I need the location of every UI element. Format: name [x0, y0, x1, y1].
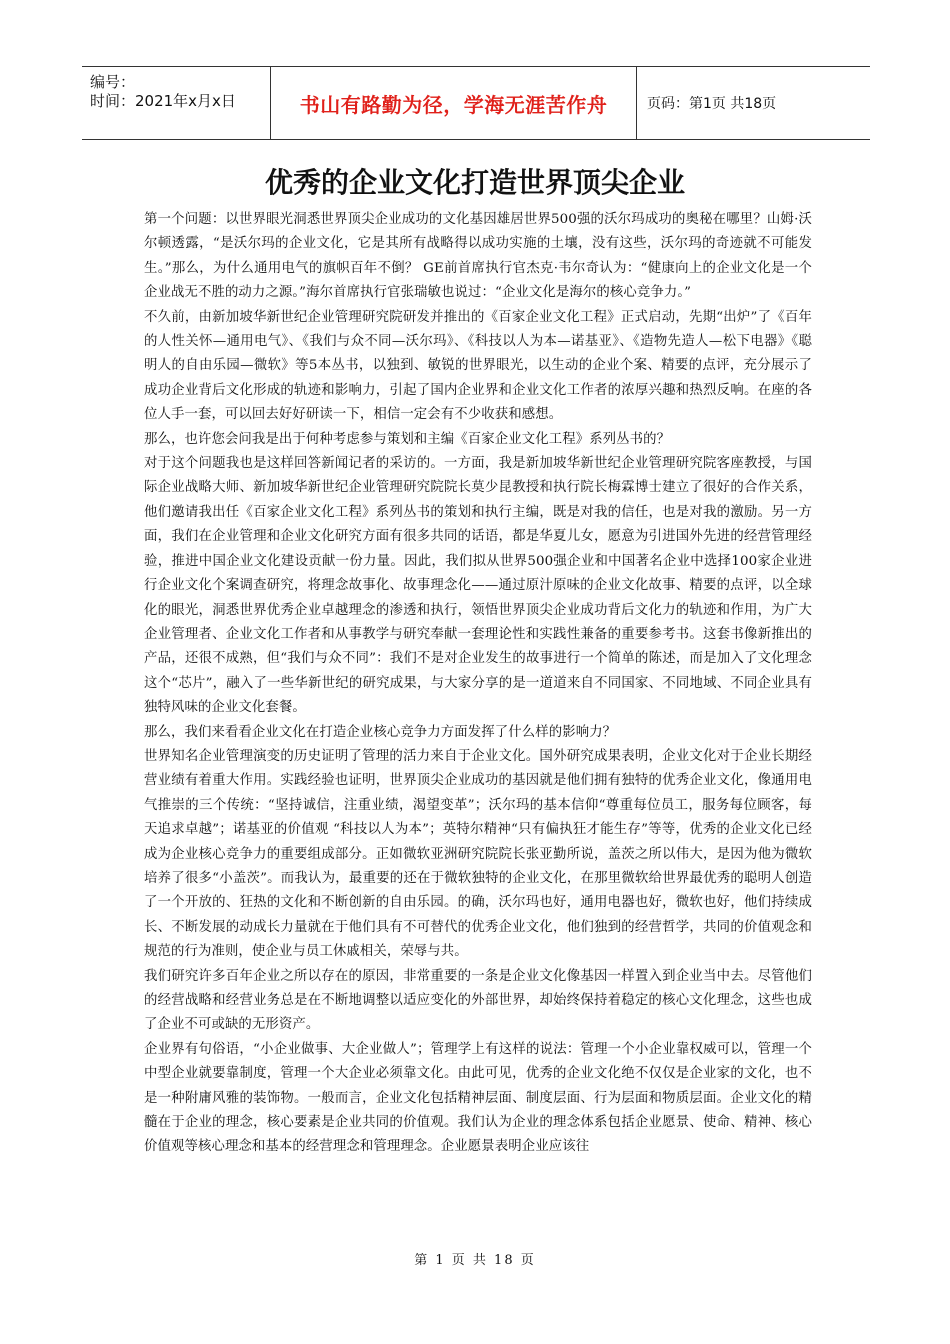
paragraph: 那么，也许您会问我是出于何种考虑参与策划和主编《百家企业文化工程》系列丛书的？: [144, 431, 671, 447]
paragraph: 不久前，由新加坡华新世纪企业管理研究院研发并推出的《百家企业文化工程》正式启动，先期“出炉”了《百年的人性关怀—通用电气》、《我们与众不同—沃尔玛》、《科技以人为本—诺基亚》、《造物先造人—松下电器》《聪明人的自由乐园—微软》等5本丛书，以独到、敏锐的世界眼光，以生动的企业个案、精要的点评，充分展示了成功企业背后文化形成的轨迹和影响力，引起了国内企业界和企业文化工作者的浓厚兴趣和热烈反响。在座的各位人手一套，可以回去好好研读一下，相信一定会有不少收获和感想。: [144, 309, 812, 423]
paragraph: 第一个问题：以世界眼光洞悉世界顶尖企业成功的文化基因雄居世界500强的沃尔玛成功的奥秘在哪里？山姆·沃尔顿透露，“是沃尔玛的企业文化，它是其所有战略得以成功实施的土壤，没有这些，沃尔玛的奇迹就不可能发生。”那么，为什么通用电气的旗帜百年不倒？ GE前首席执行官杰克·韦尔奇认为：“健康向上的企业文化是一个企业战无不胜的动力之源。”海尔首席执行官张瑞敏也说过：“企业文化是海尔的核心竞争力。”: [144, 212, 812, 301]
header-motto: 书山有路勤为径，学海无涯苦作舟: [271, 67, 637, 139]
paragraph: 世界知名企业管理演变的历史证明了管理的活力来自于企业文化。国外研究成果表明，企业文化对于企业长期经营业绩有着重大作用。实践经验也证明，世界顶尖企业成功的基因就是他们拥有独特的优秀企业文化，像通用电气推崇的三个传统：“坚持诚信，注重业绩，渴望变革”；沃尔玛的基本信仰“尊重每位员工，服务每位顾客，每天追求卓越”；诺基亚的价值观 “科技以人为本”；英特尔精神“只有偏执狂才能生存”等等，优秀的企业文化已经成为企业核心竞争力的重要组成部分。正如微软亚洲研究院院长张亚勤所说，盖茨之所以伟大，是因为他为微软培养了很多“小盖茨”。而我认为，最重要的还在于微软独特的企业文化，在那里微软给世界最优秀的聪明人创造了一个开放的、狂热的文化和不断创新的自由乐园。的确，沃尔玛也好，通用电器也好，微软也好，他们持续成长、不断发展的动成长力量就在于他们具有不可替代的优秀企业文化，他们独到的经营哲学，共同的价值观念和规范的行为准则，使企业与员工休戚相关，荣辱与共。: [144, 748, 812, 960]
paragraph: 我们研究许多百年企业之所以存在的原因，非常重要的一条是企业文化像基因一样置入到企业当中去。尽管他们的经营战略和经营业务总是在不断地调整以适应变化的外部世界，却始终保持着稳定的核心文化理念，这些也成了企业不可或缺的无形资产。: [144, 968, 812, 1033]
page-header: [82, 66, 870, 140]
document-body: [144, 208, 812, 1160]
header-meta: [82, 67, 271, 139]
document-date: 时间：2021年x月x日: [90, 92, 236, 110]
header-page-info: 页码：第1页 共18页: [647, 96, 777, 112]
paragraph: 企业界有句俗语，“小企业做事、大企业做人”；管理学上有这样的说法：管理一个小企业靠权威可以，管理一个中型企业就要靠制度，管理一个大企业必须靠文化。由此可见，优秀的企业文化绝不仅仅是企业家的文化，也不是一种附庸风雅的装饰物。一般而言，企业文化包括精神层面、制度层面、行为层面和物质层面。企业文化的精髓在于企业的理念，核心要素是企业共同的价值观。我们认为企业的理念体系包括企业愿景、使命、精神、核心价值观等核心理念和基本的经营理念和管理理念。企业愿景表明企业应该往: [144, 1041, 812, 1155]
paragraph: 那么，我们来看看企业文化在打造企业核心竞争力方面发挥了什么样的影响力？: [144, 724, 617, 740]
document-title: 优秀的企业文化打造世界顶尖企业: [264, 166, 685, 199]
document-number-label: 编号：: [90, 73, 136, 91]
page-footer: 第 1 页 共 18 页: [414, 1253, 536, 1268]
paragraph: 对于这个问题我也是这样回答新闻记者的采访的。一方面，我是新加坡华新世纪企业管理研究院客座教授，与国际企业战略大师、新加坡华新世纪企业管理研究院院长莫少昆教授和执行院长梅霖博士建立了很好的合作关系，他们邀请我出任《百家企业文化工程》系列丛书的策划和执行主编，既是对我的信任，也是对我的激励。另一方面，我们在企业管理和企业文化研究方面有很多共同的话语，都是华夏儿女，愿意为引进国外先进的经营管理经验，推进中国企业文化建设贡献一份力量。因此，我们拟从世界500强企业和中国著名企业中选择100家企业进行企业文化个案调查研究，将理念故事化、故事理念化——通过原汁原味的企业文化故事、精要的点评，以全球化的眼光，洞悉世界优秀企业卓越理念的渗透和执行，领悟世界顶尖企业成功背后文化力的轨迹和作用，为广大企业管理者、企业文化工作者和从事教学与研究奉献一套理论性和实践性兼备的重要参考书。这套书像新推出的产品，还很不成熟，但“我们与众不同”：我们不是对企业发生的故事进行一个简单的陈述，而是加入了文化理念这个“芯片”，融入了一些华新世纪的研究成果，与大家分享的是一道道来自不同国家、不同地域、不同企业具有独特风味的企业文化套餐。: [144, 456, 812, 716]
